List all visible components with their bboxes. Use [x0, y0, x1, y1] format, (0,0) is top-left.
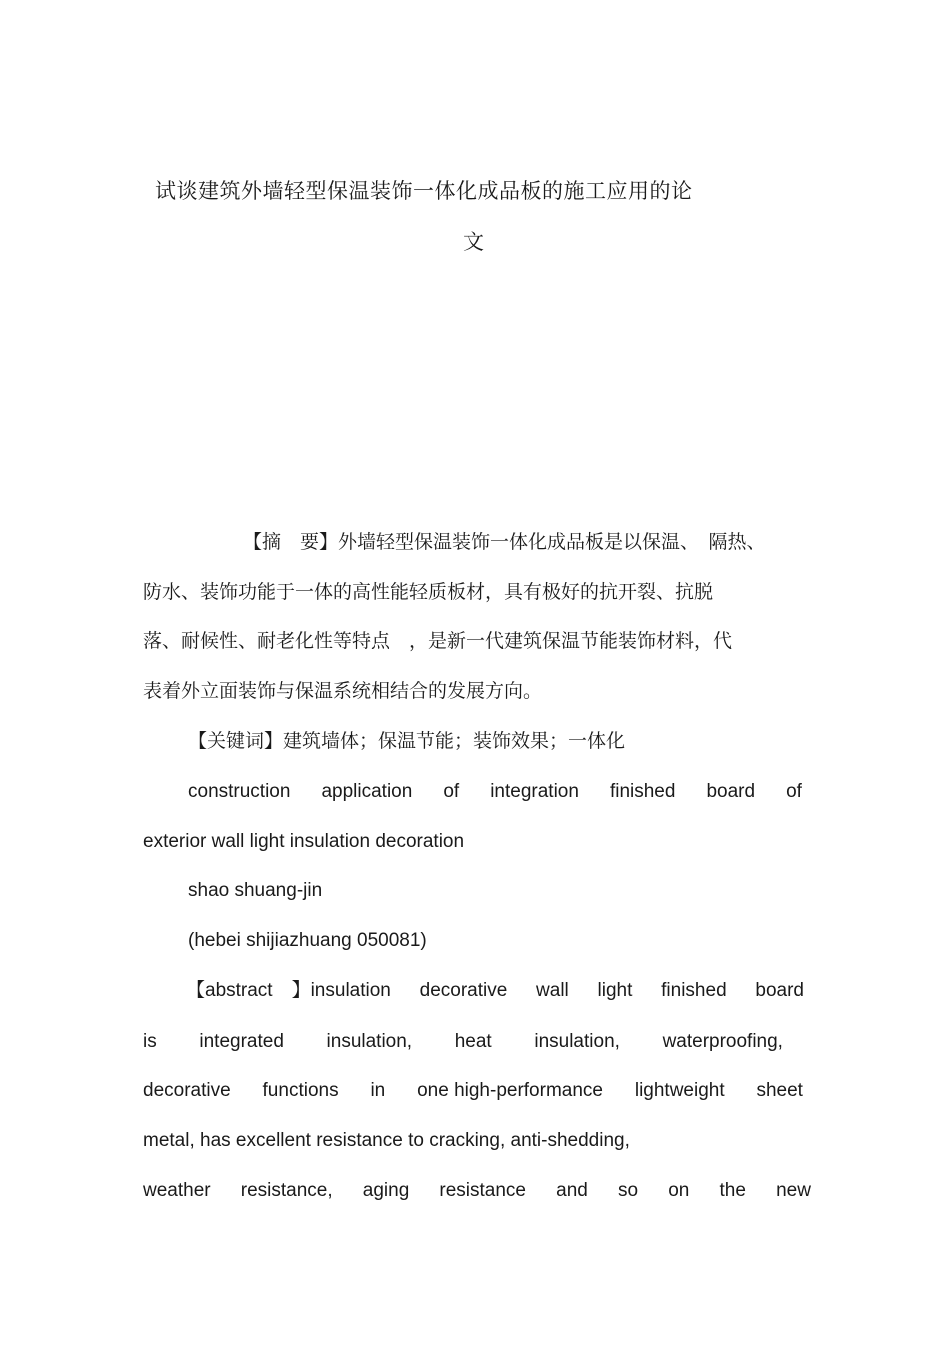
word: light: [597, 980, 633, 1001]
abstract-en-line-4: metal, has excellent resistance to cracking, anti-shedding,: [143, 1130, 630, 1151]
abstract-cn-text: 外墙轻型保温装饰一体化成品板是以保温、 隔热、: [338, 531, 766, 553]
word: on: [668, 1180, 690, 1201]
word: resistance: [439, 1180, 527, 1201]
word: board: [755, 980, 804, 1001]
word: functions: [262, 1080, 339, 1101]
word: waterproofing,: [662, 1031, 783, 1052]
word: finished: [661, 980, 727, 1001]
title-en-line-2: exterior wall light insulation decoration: [143, 831, 465, 852]
word: sheet: [756, 1080, 803, 1101]
word: insulation,: [326, 1031, 413, 1052]
word: weather: [143, 1180, 211, 1201]
word: application: [321, 781, 413, 802]
word: so: [618, 1180, 639, 1201]
author-affiliation: (hebei shijiazhuang 050081): [188, 930, 427, 951]
word: and: [556, 1180, 588, 1201]
abstract-en-line-5: [143, 1179, 811, 1203]
abstract-cn-label: 【摘 要】: [243, 531, 339, 553]
word: heat: [454, 1031, 492, 1052]
word: construction: [188, 781, 291, 802]
paper-title-line-1: 试谈建筑外墙轻型保温装饰一体化成品板的施工应用的论: [155, 179, 693, 203]
word: aging: [362, 1180, 410, 1201]
keywords-cn: 【关键词】建筑墙体；保温节能；装饰效果；一体化: [188, 730, 626, 752]
word: board: [706, 781, 756, 802]
author-name: shao shuang-jin: [188, 880, 323, 901]
word: resistance,: [240, 1180, 333, 1201]
word: the: [719, 1180, 746, 1201]
word: finished: [609, 781, 676, 802]
abstract-cn-line-3: 落、耐候性、耐老化性等特点 ，是新一代建筑保温节能装饰材料，代: [143, 630, 733, 652]
paper-title-line-2: 文: [463, 230, 485, 254]
word: is: [143, 1031, 157, 1052]
abstract-en-line-2: [143, 1030, 783, 1054]
title-en-line-1: [188, 780, 802, 804]
word: decorative: [143, 1080, 231, 1101]
abstract-en-line-3: [143, 1079, 803, 1103]
word: new: [776, 1180, 811, 1201]
abstract-en-line-1: [186, 979, 804, 1003]
word: decorative: [419, 980, 508, 1001]
word: of: [786, 781, 802, 802]
word: one high-performance: [417, 1080, 603, 1101]
word: integrated: [199, 1031, 284, 1052]
word: wall: [536, 980, 569, 1001]
abstract-cn-line-1: [243, 530, 766, 554]
word: integration: [490, 781, 579, 802]
word: of: [443, 781, 460, 802]
word: in: [370, 1080, 386, 1101]
word: insulation,: [534, 1031, 620, 1052]
word: lightweight: [634, 1080, 725, 1101]
abstract-cn-line-2: 防水、装饰功能于一体的高性能轻质板材，具有极好的抗开裂、抗脱: [143, 581, 714, 603]
word: 【abstract 】insulation: [186, 980, 391, 1001]
abstract-cn-line-4: 表着外立面装饰与保温系统相结合的发展方向。: [143, 680, 543, 702]
